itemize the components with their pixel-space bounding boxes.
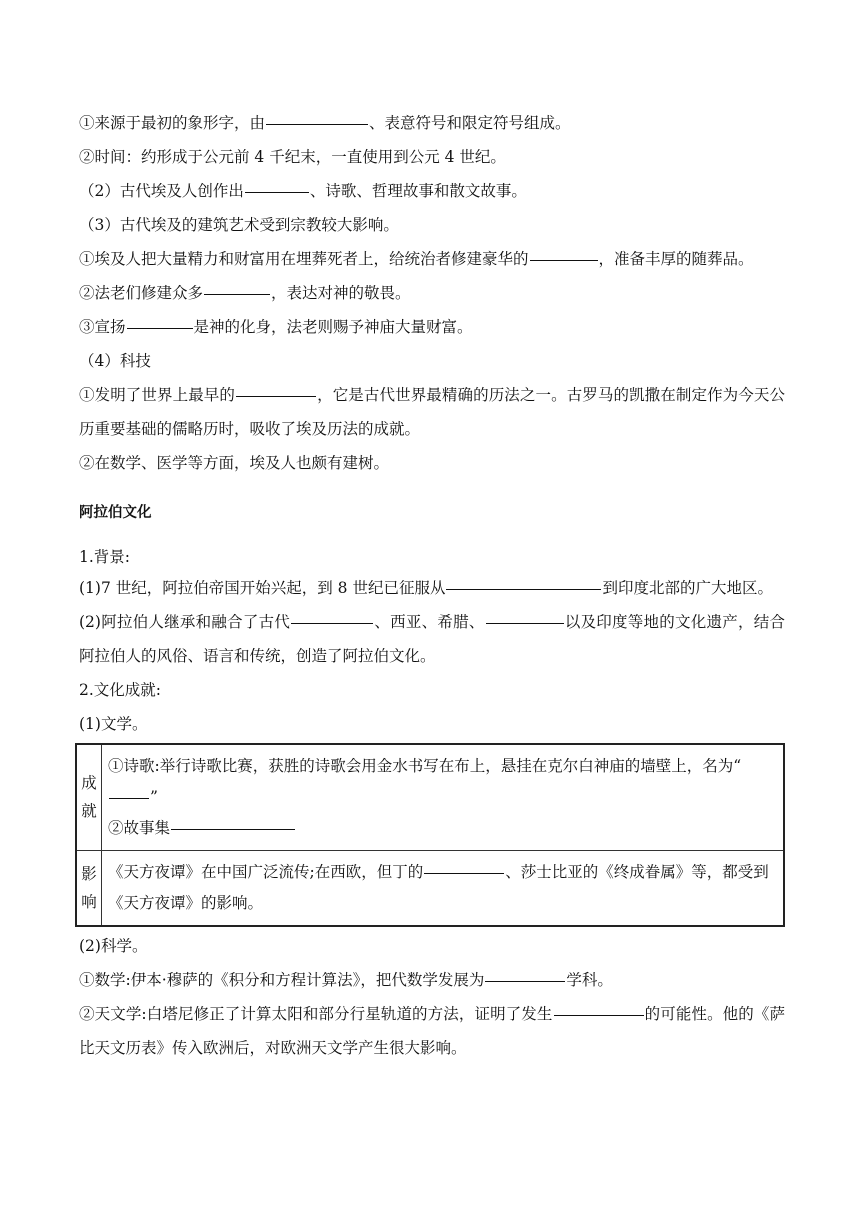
tombs-line bbox=[79, 242, 785, 276]
astronomy-line bbox=[79, 997, 785, 1065]
answer-blank[interactable] bbox=[109, 797, 149, 799]
architecture-line: （3）古代埃及的建筑艺术受到宗教较大影响。 bbox=[79, 216, 399, 234]
answer-blank[interactable] bbox=[486, 622, 564, 624]
text: 的可能性。他的《萨比天文历表》传入欧洲后，对欧洲天文学产生很大影响。 bbox=[79, 1004, 785, 1057]
text: 学科。 bbox=[566, 970, 613, 989]
text: ①埃及人把大量精力和财富用在埋葬死者上，给统治者修建豪华的 bbox=[79, 250, 529, 268]
pharaoh-line bbox=[79, 310, 785, 344]
text: ②法老们修建众多 bbox=[79, 284, 204, 302]
temples-line bbox=[79, 276, 785, 310]
literature-table bbox=[75, 743, 785, 927]
math-line bbox=[79, 963, 785, 997]
text: ③宣扬 bbox=[79, 318, 126, 336]
answer-blank[interactable] bbox=[446, 588, 601, 590]
answer-blank[interactable] bbox=[554, 1014, 644, 1016]
answer-blank[interactable] bbox=[485, 980, 565, 982]
writing-time-line: ②时间：约形成于公元前 4 千纪末，一直使用到公元 4 世纪。 bbox=[79, 148, 506, 166]
text: 《天方夜谭》在中国广泛流传;在西欧，但丁的 bbox=[108, 862, 424, 881]
answer-blank[interactable] bbox=[236, 395, 316, 397]
answer-blank[interactable] bbox=[291, 622, 373, 624]
text: (1)7 世纪，阿拉伯帝国开始兴起，到 8 世纪已征服从 bbox=[79, 578, 446, 597]
answer-blank[interactable] bbox=[530, 259, 598, 261]
tech-title: （4）科技 bbox=[79, 352, 151, 370]
achievements-title: 2.文化成就: bbox=[79, 680, 162, 699]
text: 到印度北部的广大地区。 bbox=[602, 578, 773, 597]
text: ①诗歌:举行诗歌比赛，获胜的诗歌会用金水书写在布上，悬挂在克尔白神庙的墙壁上，名为“ bbox=[108, 756, 742, 775]
section-title: 阿拉伯文化 bbox=[79, 505, 152, 521]
text: (2)阿拉伯人继承和融合了古代 bbox=[79, 612, 291, 631]
text: 、诗歌、哲理故事和散文故事。 bbox=[309, 182, 527, 200]
literature-title: (1)文学。 bbox=[79, 714, 148, 733]
science-title: (2)科学。 bbox=[79, 936, 148, 955]
text: ①来源于最初的象形字，由 bbox=[79, 114, 266, 132]
text: 、西亚、希腊、 bbox=[374, 612, 485, 631]
text: ②天文学:白塔尼修正了计算太阳和部分行星轨道的方法，证明了发生 bbox=[79, 1004, 553, 1023]
writing-origin-line bbox=[79, 106, 785, 140]
calendar-line bbox=[79, 378, 785, 446]
background-item-1 bbox=[79, 571, 785, 605]
text: ①发明了世界上最早的 bbox=[79, 386, 235, 404]
text: ①数学:伊本·穆萨的《积分和方程计算法》，把代数学发展为 bbox=[79, 970, 485, 989]
table-row bbox=[76, 744, 784, 851]
row-header-achievements: 成就 bbox=[76, 744, 102, 851]
table-row bbox=[76, 850, 784, 926]
text: ，准备丰厚的随葬品。 bbox=[598, 250, 754, 268]
answer-blank[interactable] bbox=[204, 293, 270, 295]
row-header-influence: 影响 bbox=[76, 850, 102, 926]
influence-cell bbox=[102, 850, 785, 926]
text: ②故事集 bbox=[108, 818, 171, 837]
answer-blank[interactable] bbox=[424, 872, 504, 874]
answer-blank[interactable] bbox=[171, 828, 295, 830]
text: 、表意符号和限定符号组成。 bbox=[369, 114, 571, 132]
answer-blank[interactable] bbox=[245, 191, 309, 193]
literature-line bbox=[79, 174, 785, 208]
text: 、莎士比亚的《终成眷属》等，都受到《天方夜谭》的影响。 bbox=[108, 862, 769, 912]
achievements-cell bbox=[102, 744, 785, 851]
poetry-line bbox=[108, 751, 777, 813]
background-item-2 bbox=[79, 605, 785, 673]
answer-blank[interactable] bbox=[266, 123, 368, 125]
text: 以及印度等地的文化遗产，结合阿拉伯人的风俗、语言和传统，创造了阿拉伯文化。 bbox=[79, 612, 785, 665]
text: ，它是古代世界最精确的历法之一。古罗马的凯撒在制定作为今天公历重要基础的儒略历时，吸收了埃及历法的成就。 bbox=[79, 386, 785, 438]
answer-blank[interactable] bbox=[127, 327, 193, 329]
text: ，表达对神的敬畏。 bbox=[271, 284, 411, 302]
text: 是神的化身，法老则赐予神庙大量财富。 bbox=[193, 318, 473, 336]
text: ” bbox=[150, 787, 158, 806]
document-page bbox=[79, 106, 785, 1065]
text: （2）古代埃及人创作出 bbox=[79, 182, 244, 200]
background-title: 1.背景: bbox=[79, 547, 131, 566]
stories-line bbox=[108, 813, 777, 844]
math-medicine-line: ②在数学、医学等方面，埃及人也颇有建树。 bbox=[79, 454, 390, 472]
